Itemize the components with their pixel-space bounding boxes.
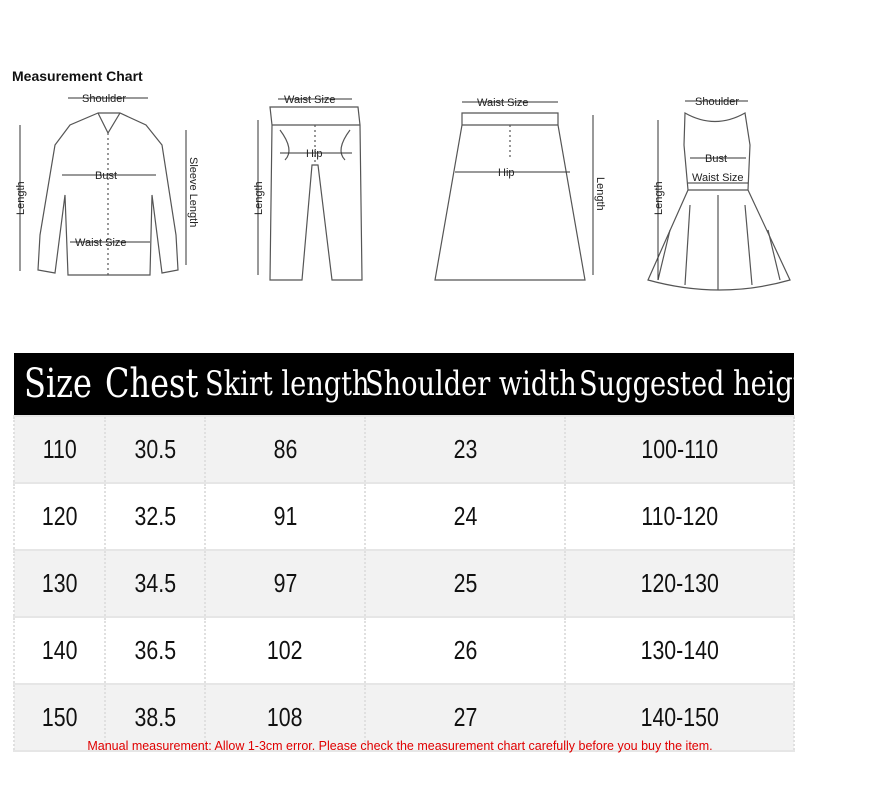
dress-diagram [640, 85, 800, 295]
size-table-header-row [14, 353, 794, 416]
cell-skirt-length: 102 [205, 617, 365, 684]
header-shoulder-width: Shoulder width [365, 353, 565, 416]
skirt-waist-label: Waist Size [477, 97, 529, 109]
skirt-diagram [420, 85, 620, 295]
cell-size: 130 [14, 550, 105, 617]
header-chest: Chest [105, 353, 205, 416]
table-row [14, 617, 794, 684]
header-suggested-height: Suggested heigth [565, 353, 794, 416]
shirt-waist-label: Waist Size [75, 237, 127, 249]
cell-suggested-height: 120-130 [565, 550, 794, 617]
garment-diagrams [0, 85, 800, 300]
shirt-diagram [10, 85, 210, 295]
cell-shoulder-width: 27 [365, 684, 565, 751]
cell-skirt-length: 86 [205, 416, 365, 483]
cell-shoulder-width: 26 [365, 617, 565, 684]
shirt-sleeve-label: Sleeve Length [187, 157, 199, 228]
shirt-shoulder-label: Shoulder [82, 93, 127, 105]
cell-size: 140 [14, 617, 105, 684]
size-table [13, 353, 822, 752]
cell-skirt-length: 97 [205, 550, 365, 617]
shirt-length-label: Length [15, 181, 27, 215]
pants-hip-label: Hip [306, 148, 323, 160]
cell-shoulder-width: 23 [365, 416, 565, 483]
cell-skirt-length: 108 [205, 684, 365, 751]
cell-size: 110 [14, 416, 105, 483]
skirt-length-label: Length [594, 177, 606, 211]
pants-length-label: Length [253, 181, 265, 215]
dress-waist-label: Waist Size [692, 172, 744, 184]
cell-chest: 34.5 [105, 550, 205, 617]
cell-chest: 32.5 [105, 483, 205, 550]
dress-length-label: Length [653, 181, 665, 215]
cell-chest: 36.5 [105, 617, 205, 684]
measurement-note: Manual measurement: Allow 1-3cm error. Please check the measurement chart carefully before you buy the item. [87, 739, 713, 753]
dress-shoulder-label: Shoulder [695, 96, 740, 108]
cell-skirt-length: 91 [205, 483, 365, 550]
cell-suggested-height: 140-150 [565, 684, 794, 751]
chart-title: Measurement Chart [12, 68, 143, 84]
table-row [14, 550, 794, 617]
header-skirt-length: Skirt length [205, 353, 365, 416]
table-row [14, 483, 794, 550]
cell-suggested-height: 100-110 [565, 416, 794, 483]
shirt-bust-label: Bust [95, 170, 118, 182]
cell-shoulder-width: 25 [365, 550, 565, 617]
pants-diagram [240, 85, 380, 295]
table-row [14, 416, 794, 483]
dress-bust-label: Bust [705, 153, 728, 165]
cell-suggested-height: 130-140 [565, 617, 794, 684]
cell-size: 150 [14, 684, 105, 751]
cell-suggested-height: 110-120 [565, 483, 794, 550]
cell-chest: 38.5 [105, 684, 205, 751]
cell-shoulder-width: 24 [365, 483, 565, 550]
header-size: Size [14, 353, 105, 416]
cell-size: 120 [14, 483, 105, 550]
skirt-hip-label: Hip [498, 167, 515, 179]
pants-waist-label: Waist Size [284, 94, 336, 106]
cell-chest: 30.5 [105, 416, 205, 483]
